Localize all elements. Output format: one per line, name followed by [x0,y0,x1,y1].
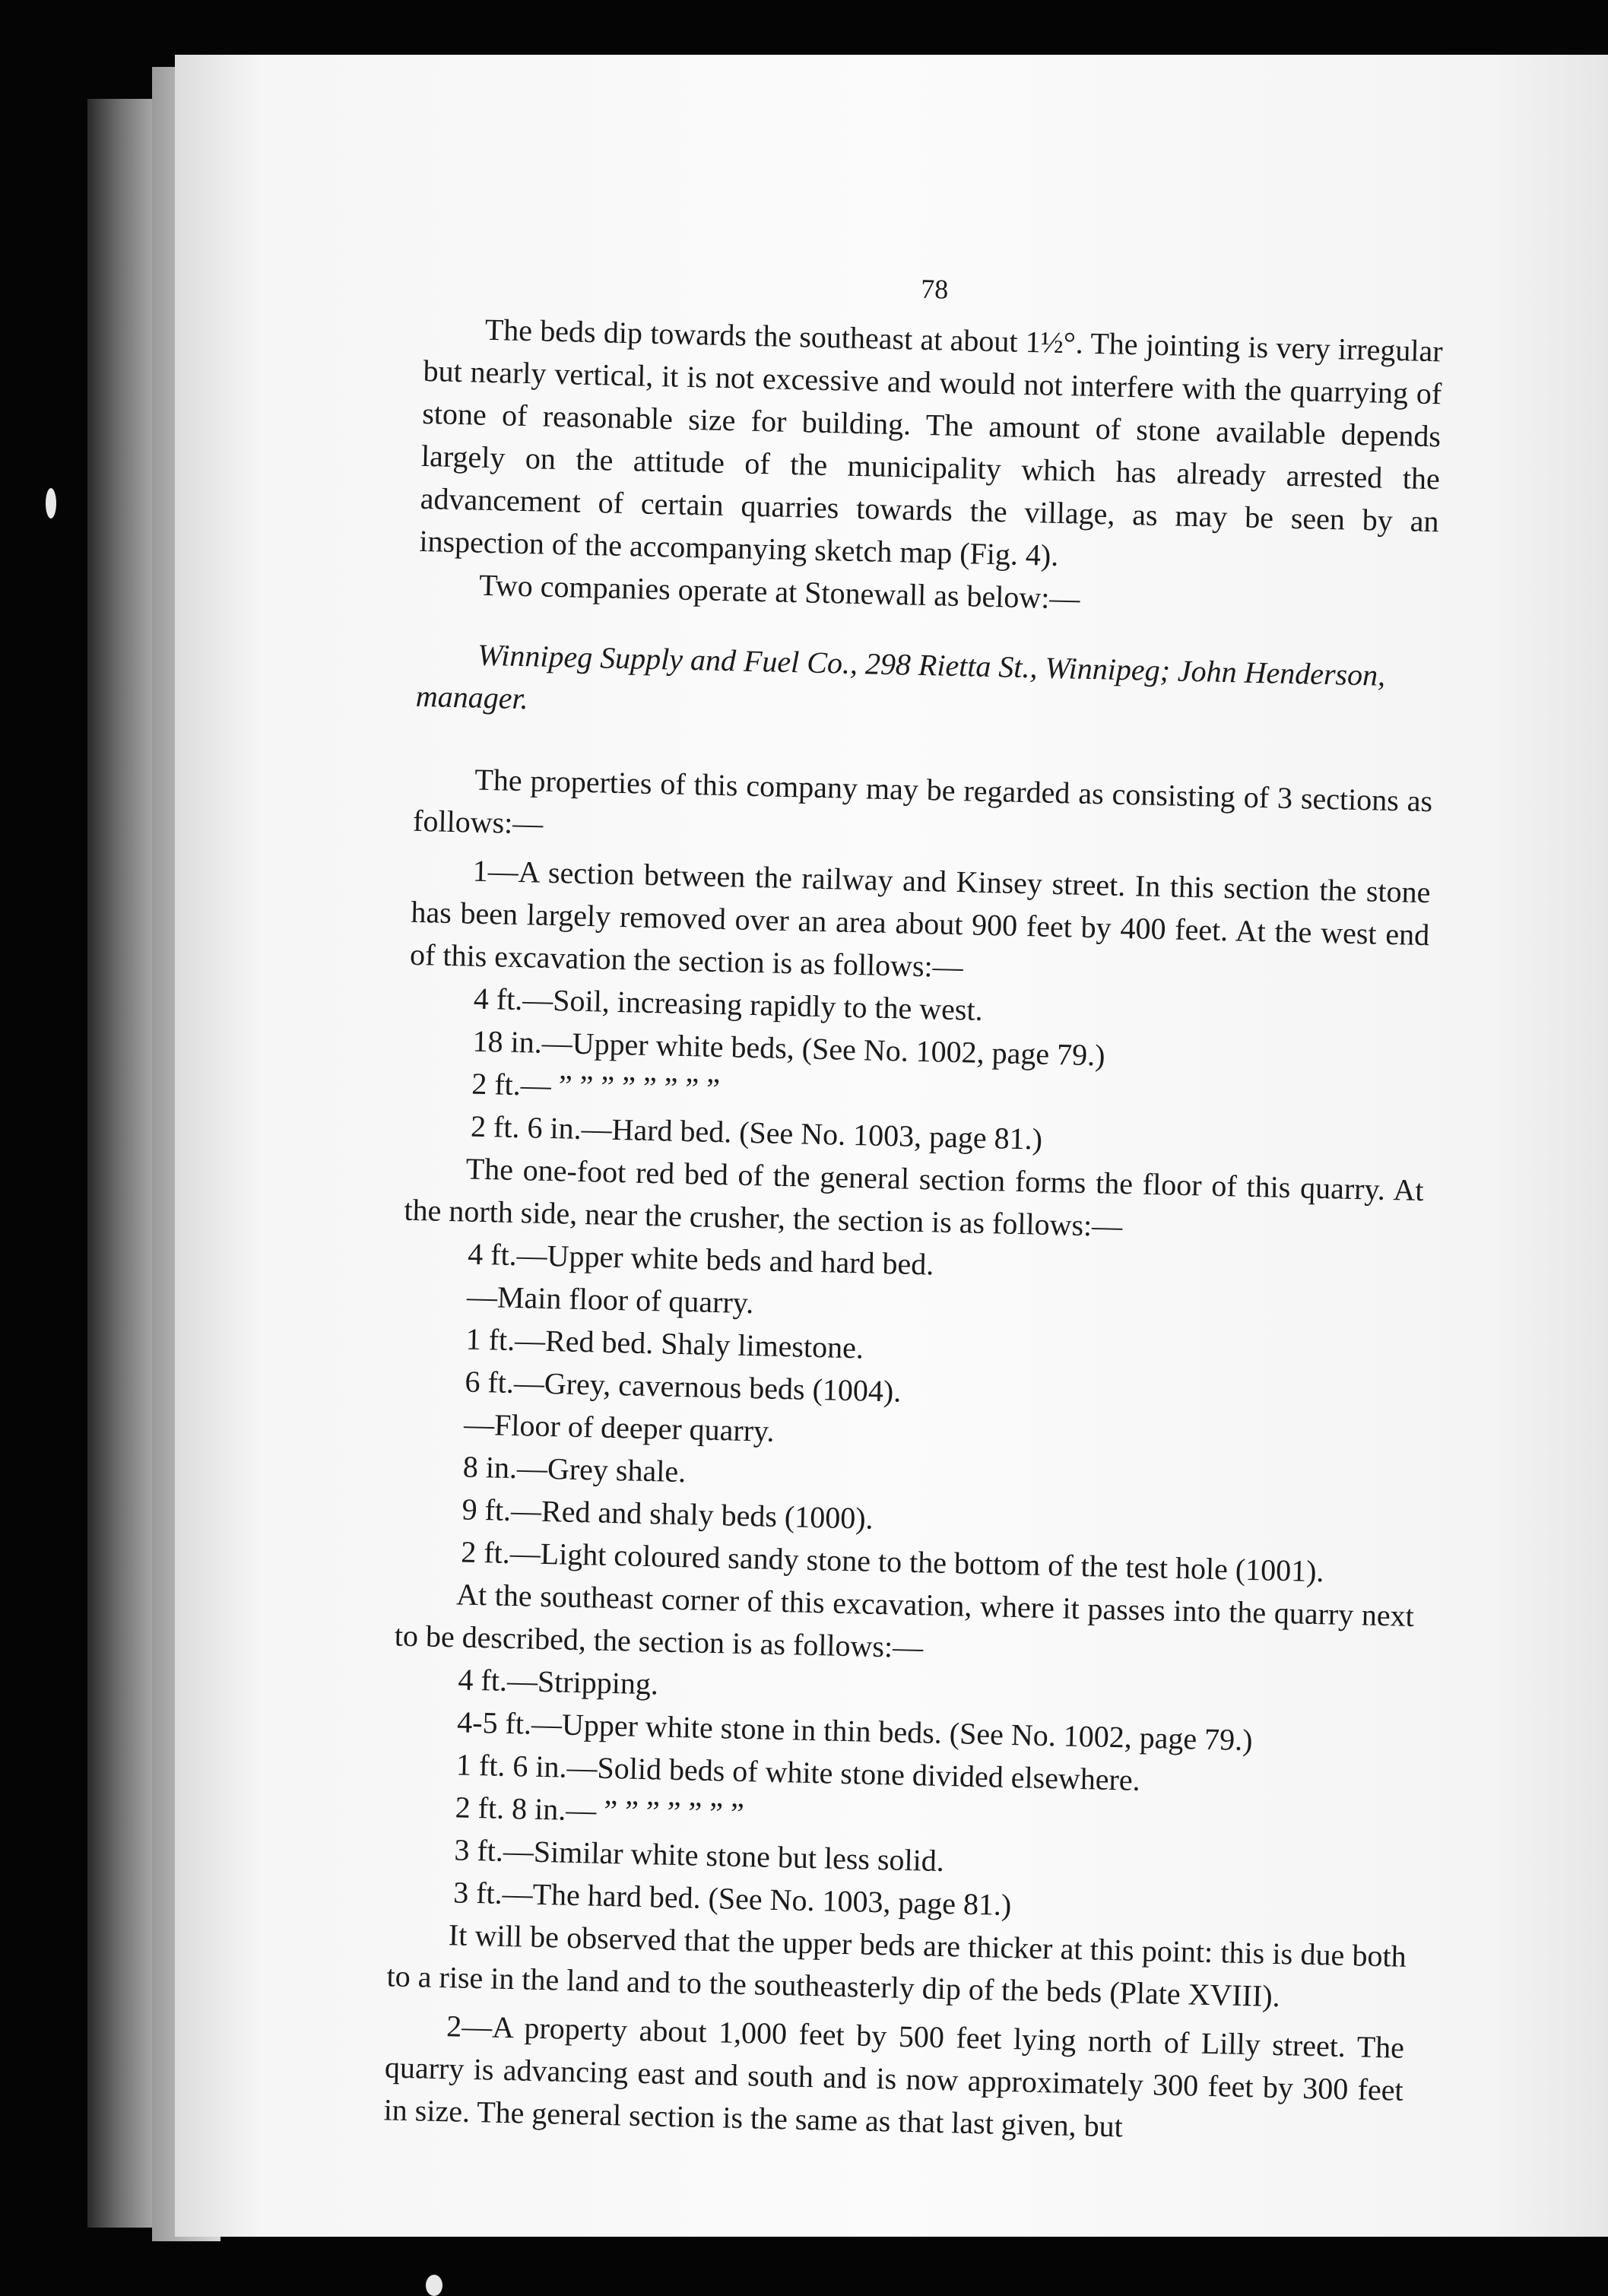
scan-speck [46,488,56,519]
west-end-section-list [405,976,1428,1169]
section-list-item: —Floor of deeper quarry. [463,1406,775,1449]
quarry-floor-note: The one-foot red bed of the general section forms the floor of this quarry. At the north side, near the crusher, the section is as follows:— [404,1151,1425,1244]
section-list-item: 1 ft.—Red bed. Shaly limestone. [465,1321,864,1365]
section-list-item: 3 ft.—Similar white stone but less solid. [454,1832,945,1879]
page-text [383,258,1445,2155]
section-list-item: 2 ft. 6 in.—Hard bed. (See No. 1003, page 81.) [470,1109,1043,1157]
section-list-item: 4-5 ft.—Upper white stone in thin beds. (See No. 1002, page 79.) [456,1705,1254,1758]
observation-paragraph: It will be observed that the upper beds are thicker at this point: this is due both to a rise in the land and to the southeasterly dip of the beds (Plate XVIII). [386,1917,1407,2014]
section-list-item: 4 ft.—Stripping. [458,1662,659,1701]
page-number: 78 [920,273,949,305]
company-heading: Winnipeg Supply and Fuel Co., 298 Rietta St., Winnipeg; John Henderson, manager. [415,638,1386,716]
intro-paragraph: The beds dip towards the southeast at about 1½°. The jointing is very irregular but nearly vertical, it is not excessive and would not interfere with the quarrying of stone of reasonable size for building. The amount of stone available depends largely on the attitude of the municipality which has already arrested the advancement of certain quarries towards the village, as may be seen by an inspection of the accompanying sketch map (Fig. 4). [419,312,1444,573]
section-list-item: 6 ft.—Grey, cavernous beds (1004). [464,1364,902,1409]
section-list-item: 3 ft.—The hard bed. (See No. 1003, page 81.) [452,1875,1012,1923]
scan-speck [426,2275,442,2296]
section-list-item: 8 in.—Grey shale. [462,1449,687,1489]
southeast-section-list [389,1657,1413,1936]
properties-intro: The properties of this company may be regarded as consisting of 3 sections as follows:— [412,763,1433,842]
section-list-item: 4 ft.—Upper white beds and hard bed. [467,1236,934,1282]
southeast-intro: At the southeast corner of this excavation, where it passes into the quarry next to be described, the section is as follows:— [394,1577,1415,1665]
section-list-item: —Main floor of quarry. [466,1279,754,1321]
section-2-paragraph: 2—A property about 1,000 feet by 500 feet lying north of Lilly street. The quarry is advancing east and south and is now approximately 300 feet by 300 feet in size. The general section is the same as that last given, but [383,2009,1405,2144]
section-list-item: 2 ft.— ” ” ” ” ” ” ” ” [471,1067,721,1107]
section-list-item: 9 ft.—Red and shaly beds (1000). [461,1492,874,1536]
section-1-intro: 1—A section between the railway and Kinsey street. In this section the stone has been largely removed over an area about 900 feet by 400 feet. At the west end of this excavation the section is as follows:— [409,854,1431,985]
section-list-item: 1 ft. 6 in.—Solid beds of white stone divided elsewhere. [455,1747,1141,1798]
section-list-item: 2 ft.—Light coloured sandy stone to the bottom of the test hole (1001). [460,1534,1324,1589]
section-list-item: 4 ft.—Soil, increasing rapidly to the west. [473,982,984,1028]
section-list-item: 2 ft. 8 in.— ” ” ” ” ” ” ” [455,1790,745,1831]
section-list-item: 18 in.—Upper white beds, (See No. 1002, page 79.) [472,1024,1106,1073]
companies-intro: Two companies operate at Stonewall as below:— [478,568,1080,617]
north-side-section-list [396,1232,1422,1595]
